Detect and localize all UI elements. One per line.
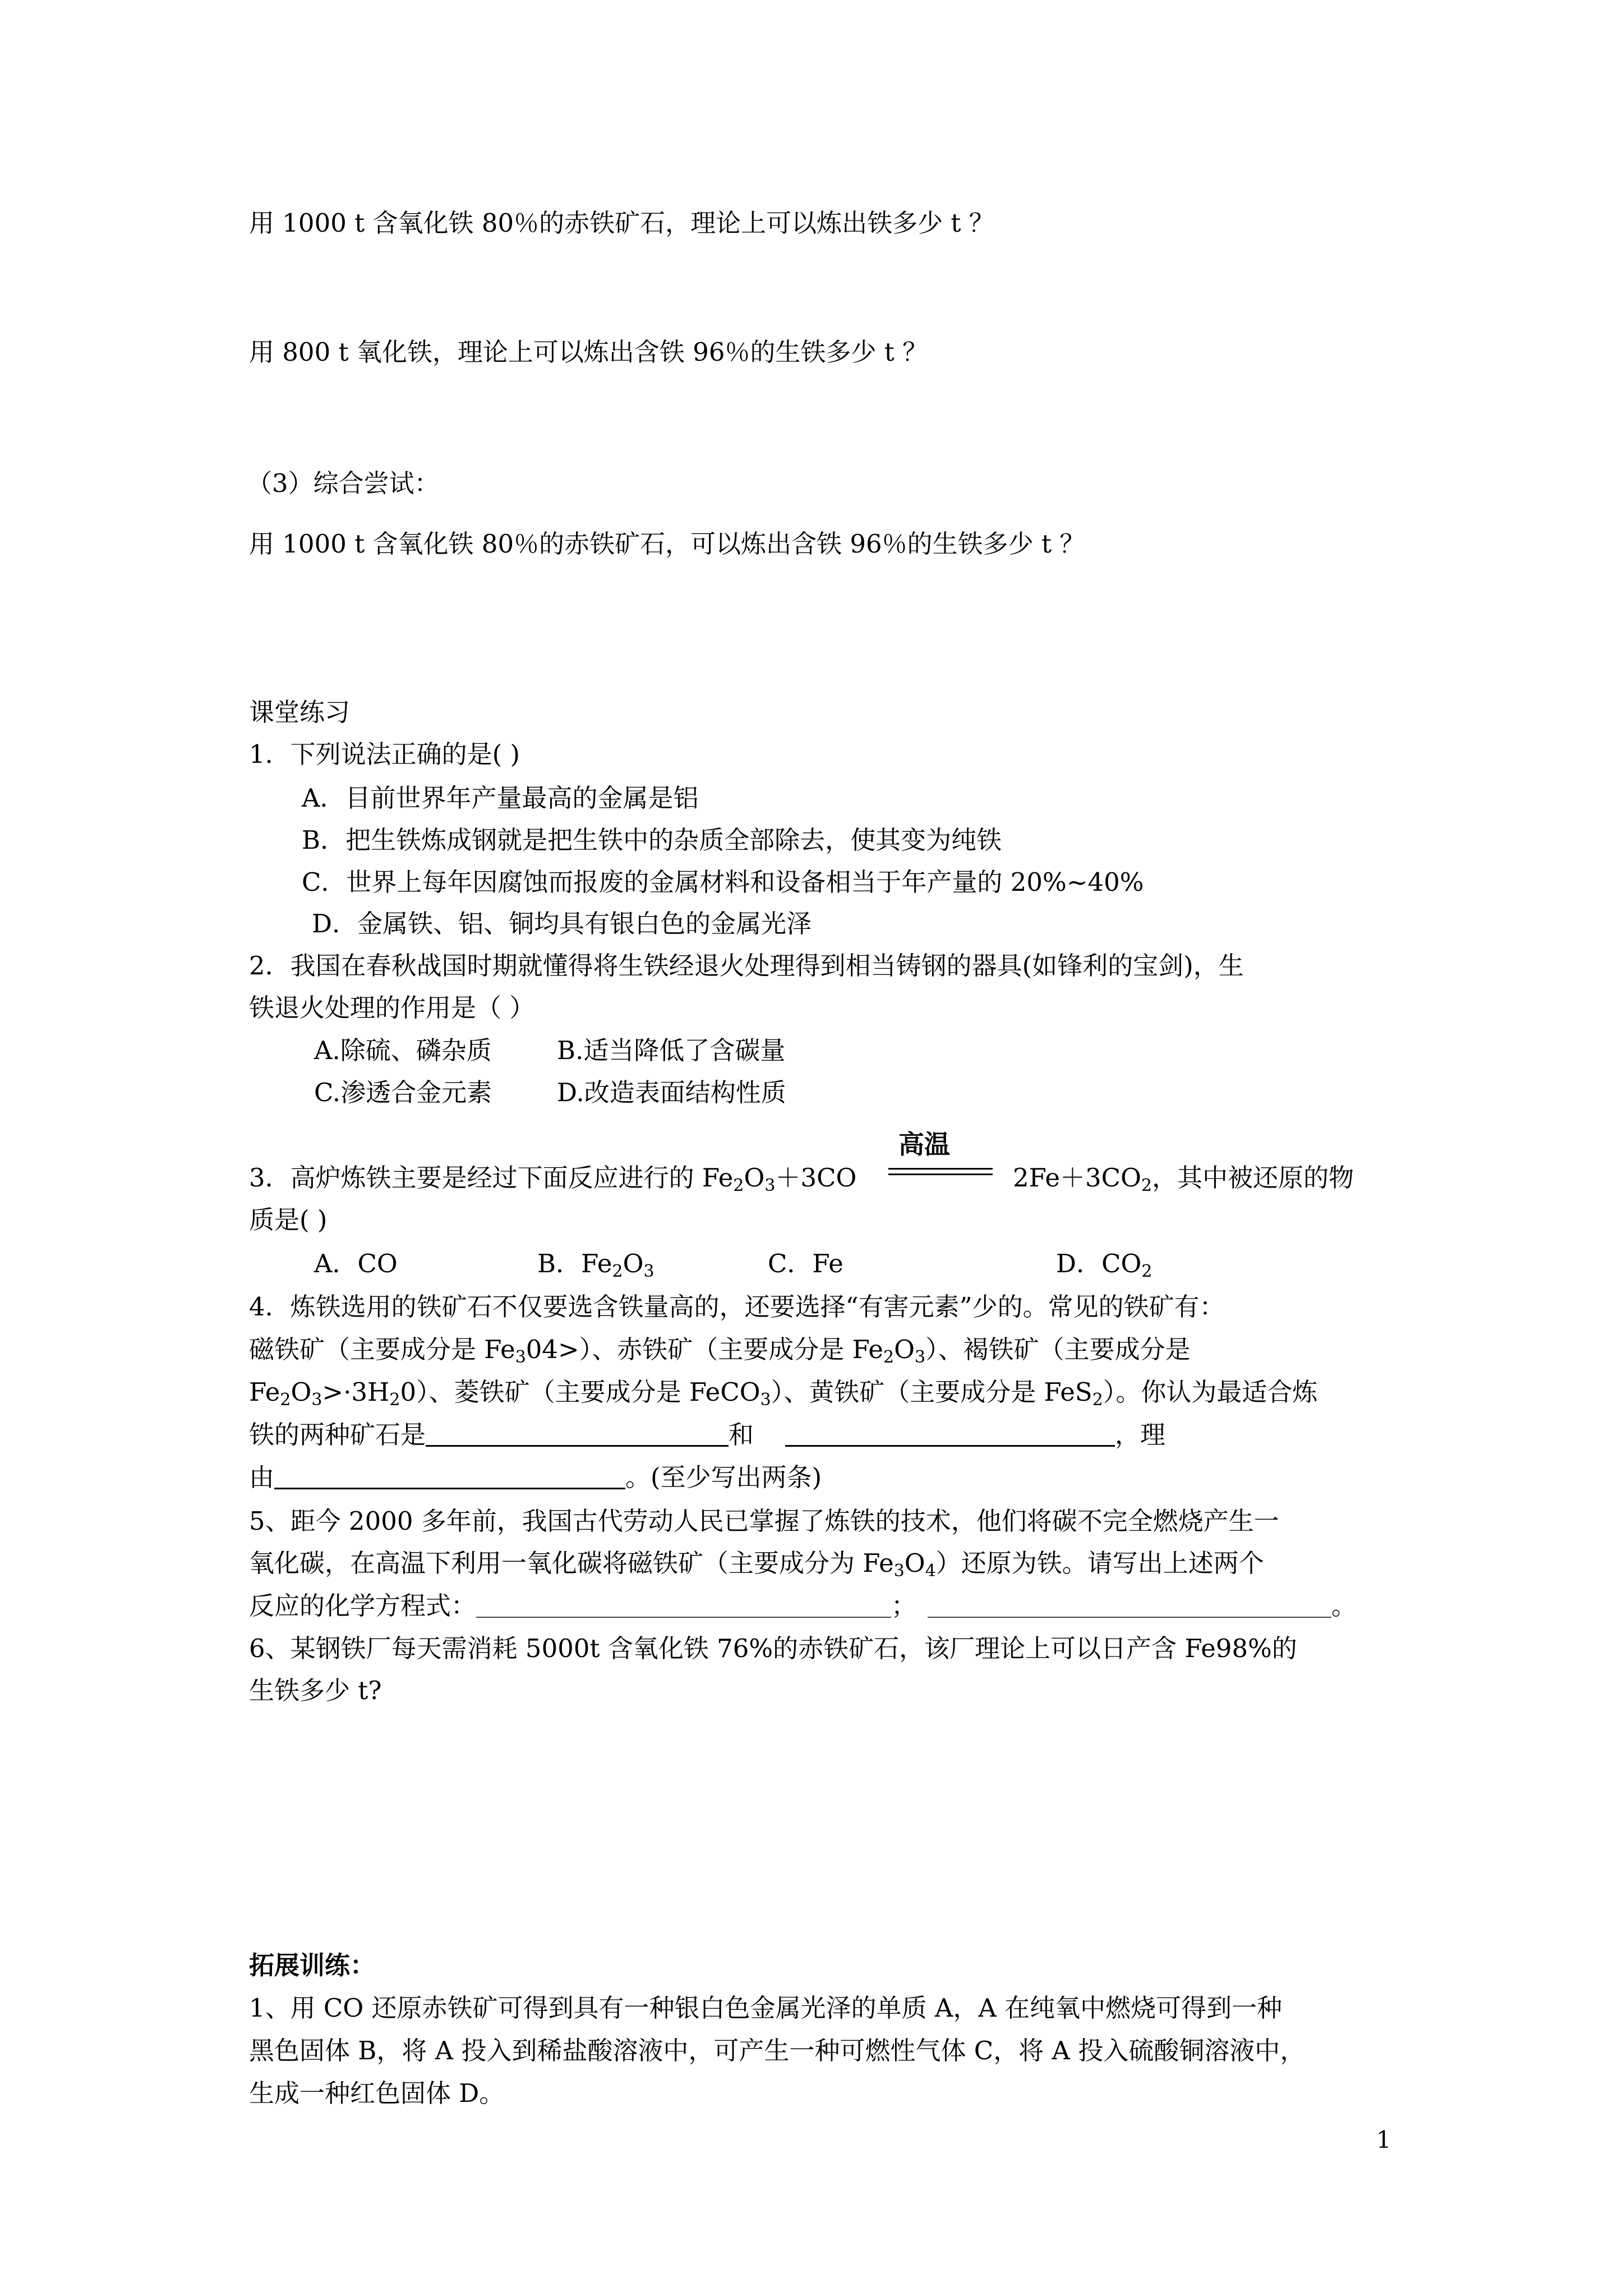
q4-text: 0）、菱铁矿（主要成分是 FeCO — [400, 1377, 760, 1407]
q3-text: ，其中被还原的物 — [1152, 1163, 1354, 1193]
q4-sub: 3 — [515, 1347, 526, 1367]
q3-sub: 2 — [612, 1262, 623, 1281]
equals-sign-top — [888, 1168, 993, 1170]
q3-line2: 质是( ) — [249, 1205, 328, 1235]
extension-line2: 黑色固体 B，将 A 投入到稀盐酸溶液中，可产生一种可燃性气体 C，将 A 投入硫酸铜溶液中， — [249, 2036, 1306, 2065]
q2-option-a: A.除硫、磷杂质 — [314, 1036, 492, 1065]
section3-heading: （3）综合尝试： — [247, 468, 440, 498]
q5-text: ）还原为铁。请写出上述两个 — [935, 1548, 1264, 1578]
reaction-condition-arrow — [887, 1124, 994, 1186]
extension-line3: 生成一种红色固体 D。 — [249, 2078, 505, 2108]
q4-text: ）。你认为最适合炼 — [1103, 1377, 1318, 1407]
q3-lead: 3．高炉炼铁主要是经过下面反应进行的 Fe — [249, 1163, 734, 1193]
q1-option-b: B．把生铁炼成钢就是把生铁中的杂质全部除去，使其变为纯铁 — [302, 825, 1002, 855]
q4-line1: 4．炼铁选用的铁矿石不仅要选含铁量高的，还要选择“有害元素”少的。常见的铁矿有： — [249, 1292, 1225, 1322]
q3-option-d — [1056, 1247, 1152, 1281]
q3-option-b — [537, 1247, 654, 1281]
q4-sub: 2 — [389, 1390, 400, 1410]
q1-option-c: C．世界上每年因腐蚀而报废的金属材料和设备相当于年产量的 20%~40% — [302, 867, 1144, 897]
q5-text: 。 — [1331, 1591, 1357, 1621]
q4-sub: 3 — [760, 1390, 771, 1410]
q4-sub: 3 — [914, 1347, 926, 1367]
q5-text: 氧化碳，在高温下利用一氧化碳将磁铁矿（主要成分为 Fe — [249, 1548, 894, 1578]
q3-text: D．CO — [1056, 1249, 1142, 1278]
q2-option-b: B.适当降低了含碳量 — [557, 1036, 786, 1065]
q1-stem: 1．下列说法正确的是( ) — [249, 739, 520, 769]
q6-line2: 生铁多少 t? — [249, 1676, 382, 1705]
extension-heading: 拓展训练： — [249, 1950, 376, 1980]
q5-line1: 5、距今 2000 多年前，我国古代劳动人民已掌握了炼铁的技术，他们将碳不完全燃烧产生一 — [249, 1506, 1279, 1536]
q4-text: 和 — [728, 1420, 754, 1450]
q3-text: O — [623, 1249, 644, 1278]
extension-line1: 1、用 CO 还原赤铁矿可得到具有一种银白色金属光泽的单质 A，A 在纯氧中燃烧可得到一种 — [249, 1993, 1283, 2023]
q4-line5 — [249, 1461, 822, 1494]
q6-line1: 6、某钢铁厂每天需消耗 5000t 含氧化铁 76%的赤铁矿石，该厂理论上可以日产含 Fe98%的 — [249, 1634, 1297, 1663]
q1-option-a: A．目前世界年产量最高的金属是铝 — [302, 783, 699, 813]
q3-sub: 3 — [643, 1262, 654, 1281]
q4-text: 铁的两种矿石是 — [249, 1420, 426, 1450]
q4-text: Fe — [249, 1377, 280, 1407]
q4-sub: 2 — [1092, 1390, 1103, 1410]
q4-sub: 3 — [311, 1390, 322, 1410]
q4-line4 — [249, 1418, 1165, 1452]
q4-text: 。(至少写出两条) — [625, 1462, 822, 1492]
q4-sub: 2 — [280, 1390, 291, 1410]
q5-sub: 3 — [893, 1561, 905, 1581]
q2-option-d: D.改造表面结构性质 — [557, 1078, 786, 1107]
q3-sub: 2 — [733, 1176, 744, 1195]
q1-option-d: D．金属铁、铝、铜均具有银白色的金属光泽 — [312, 909, 812, 938]
page-number: 1 — [1376, 2126, 1391, 2154]
q5-text: ； — [891, 1591, 917, 1621]
q4-text: 磁铁矿（主要成分是 Fe — [249, 1335, 515, 1364]
q4-text: ，理 — [1115, 1420, 1166, 1450]
q3-text: 2Fe＋3CO — [1013, 1163, 1141, 1193]
q3-text: B．Fe — [537, 1249, 612, 1278]
q2-line2: 铁退火处理的作用是（ ） — [249, 993, 535, 1023]
q3-text: O — [744, 1163, 765, 1193]
q4-line2 — [249, 1333, 1191, 1366]
q5-sub: 4 — [925, 1561, 936, 1581]
q2-line1: 2．我国在春秋战国时期就懂得将生铁经退火处理得到相当铸钢的器具(如锋利的宝剑)，生 — [249, 951, 1244, 981]
q4-sub: 2 — [883, 1347, 895, 1367]
problem-c: 用 1000 t 含氧化铁 80％的赤铁矿石，可以炼出含铁 96％的生铁多少 t ？ — [249, 529, 1085, 559]
q4-text: >·3H — [322, 1377, 390, 1407]
answer-blank-reason[interactable] — [274, 1463, 625, 1489]
q3-sub: 3 — [764, 1176, 776, 1195]
q3-line1 — [249, 1161, 856, 1195]
q3-sub: 2 — [1141, 1262, 1152, 1281]
answer-blank-equation-1[interactable] — [476, 1592, 891, 1618]
q2-option-c: C.渗透合金元素 — [314, 1078, 492, 1107]
q5-line3 — [249, 1589, 1357, 1623]
problem-a: 用 1000 t 含氧化铁 80％的赤铁矿石，理论上可以炼出铁多少 t ？ — [249, 208, 994, 238]
q4-text: O — [291, 1377, 312, 1407]
q5-line2 — [249, 1547, 1264, 1580]
q3-text: ＋3CO — [775, 1163, 857, 1193]
q4-line3 — [249, 1375, 1317, 1409]
answer-blank-ore-2[interactable] — [785, 1420, 1115, 1447]
q4-text: ）、褐铁矿（主要成分是 — [925, 1335, 1191, 1364]
q3-sub: 2 — [1141, 1176, 1152, 1195]
q4-text: O — [894, 1335, 915, 1364]
problem-b: 用 800 t 氧化铁，理论上可以炼出含铁 96％的生铁多少 t ？ — [249, 337, 928, 367]
practice-heading: 课堂练习 — [249, 697, 351, 727]
q5-text: O — [904, 1548, 925, 1578]
q5-text: 反应的化学方程式： — [249, 1591, 477, 1621]
q4-text: ）、黄铁矿（主要成分是 FeS — [771, 1377, 1092, 1407]
equals-sign-bottom — [888, 1174, 993, 1175]
q4-text: 由 — [249, 1462, 275, 1492]
q4-text: 04>）、赤铁矿（主要成分是 Fe — [525, 1335, 883, 1364]
answer-blank-ore-1[interactable] — [426, 1420, 728, 1447]
q3-option-a: A．CO — [314, 1249, 398, 1278]
q3-line1-right — [1013, 1161, 1354, 1195]
q3-option-c: C．Fe — [768, 1249, 843, 1278]
answer-blank-equation-2[interactable] — [928, 1592, 1331, 1618]
reaction-condition: 高温 — [898, 1129, 950, 1159]
